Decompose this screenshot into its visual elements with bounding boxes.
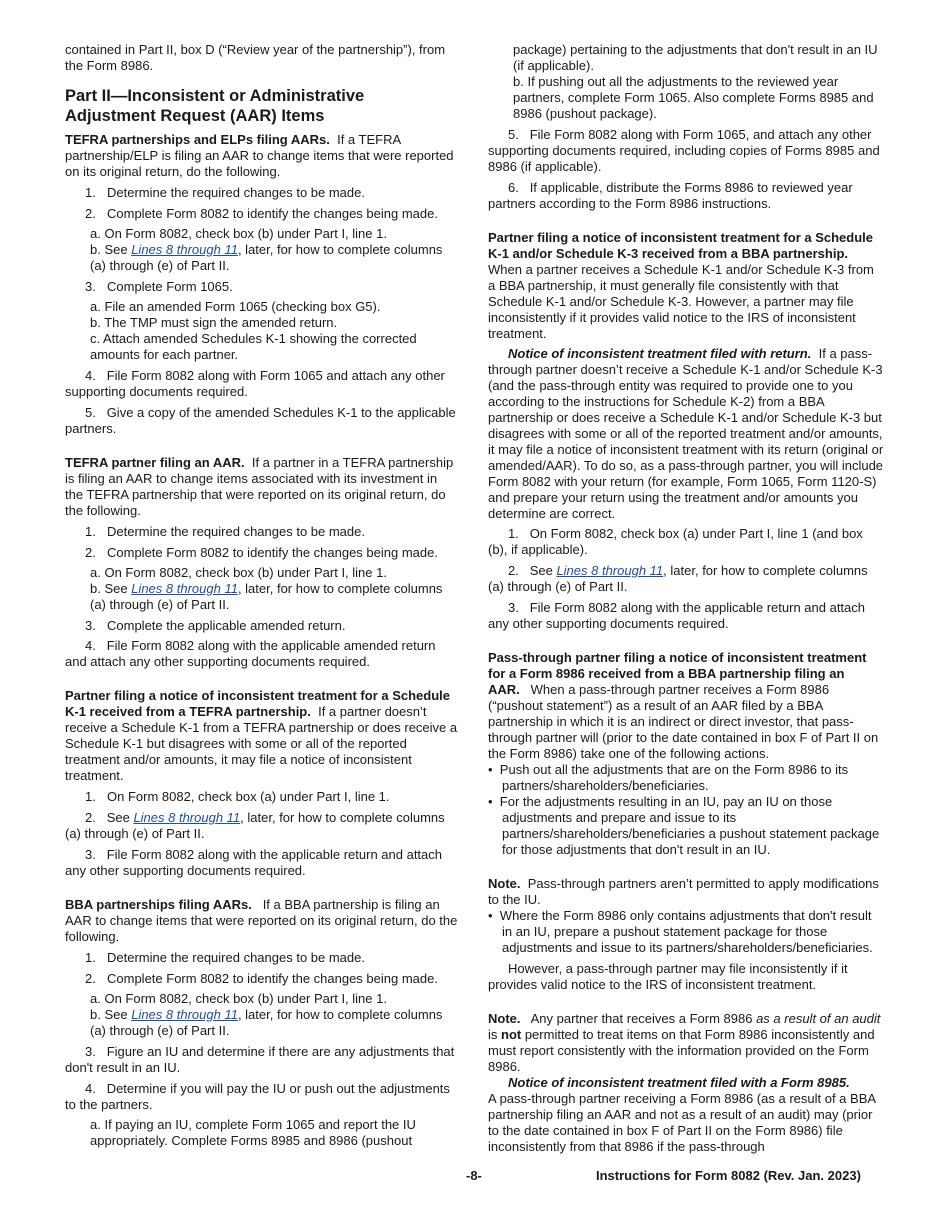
paragraph: Partner filing a notice of inconsistent treatment for a Schedule K-1 and/or Schedule K-3 received from a BBA partnership. When a partner receives a Schedule K-1 and/or Schedule K-3 from a BBA partnership, it must generally file consistently with that Schedule K-1 and/or Schedule K-3. However, a partner may file inconsistently if it provides valid notice to the IRS of inconsistent treatment.: [488, 230, 874, 341]
step: 3. Complete the applicable amended return.: [85, 618, 346, 633]
step: 4. File Form 8082 along with Form 1065 and attach any other supporting documents required.: [65, 368, 445, 399]
step: 1. On Form 8082, check box (a) under Part I, line 1.: [85, 789, 390, 804]
substep: a. If paying an IU, complete Form 1065 and report the IU appropriately. Complete Forms 8985 and 8986 (pushout: [90, 1117, 416, 1148]
left-column: [65, 42, 458, 1149]
paragraph: Partner filing a notice of inconsistent treatment for a Schedule K-1 received from a TEFRA partnership. If a partner doesn’t receive a Schedule K-1 from a TEFRA partnership or does receive a Schedule K-1 but disagrees with some or all of the reported treatment and/or amounts, it may file a notice of inconsistent treatment.: [65, 688, 458, 783]
paragraph: However, a pass-through partner may file inconsistently if it provides valid notice to the IRS of inconsistent treatment.: [488, 961, 848, 992]
step: 4. File Form 8082 along with the applicable amended return and attach any other supporting documents required.: [65, 638, 436, 669]
step: 2. Complete Form 8082 to identify the changes being made.: [85, 971, 438, 986]
substep: package) pertaining to the adjustments that don't result in an IU (if applicable).: [513, 42, 878, 73]
step: 6. If applicable, distribute the Forms 8986 to reviewed year partners according to the Form 8986 instructions.: [488, 180, 853, 211]
lines-8-11-link[interactable]: Lines 8 through 11: [131, 1007, 238, 1022]
bullet-item: • Push out all the adjustments that are on the Form 8986 to its partners/shareholders/beneficiaries.: [488, 762, 849, 793]
paragraph: TEFRA partnerships and ELPs filing AARs. If a TEFRA partnership/ELP is filing an AAR to change items that were reported on its original return, do the following.: [65, 132, 454, 179]
form-title-footer: Instructions for Form 8082 (Rev. Jan. 2023): [596, 1168, 861, 1183]
run-in-heading: Pass-through partner filing a notice of inconsistent treatment for a Form 8986 received from a BBA partnership filing an AAR.: [488, 650, 867, 697]
step: 2. Complete Form 8082 to identify the changes being made.: [85, 206, 438, 221]
intro-text: contained in Part II, box D (“Review year of the partnership”), from the Form 8986.: [65, 42, 446, 73]
substep: b. See Lines 8 through 11, later, for how to complete columns (a) through (e) of Part II.: [90, 581, 443, 612]
substep: b. The TMP must sign the amended return.: [90, 315, 338, 330]
note: Note. Any partner that receives a Form 8986 as a result of an audit is not permitted to treat items on that Form 8986 inconsistently and must report consistently with the information provided on the Form 8986.: [488, 1011, 881, 1074]
step: 2. Complete Form 8082 to identify the changes being made.: [85, 545, 438, 560]
step: 3. Complete Form 1065.: [85, 279, 233, 294]
section-heading: Part II—Inconsistent or Administrative Adjustment Request (AAR) Items: [65, 87, 365, 125]
step: 5. Give a copy of the amended Schedules K-1 to the applicable partners.: [65, 405, 456, 436]
right-column: [488, 42, 884, 1155]
step: 4. Determine if you will pay the IU or push out the adjustments to the partners.: [65, 1081, 450, 1112]
substep: a. File an amended Form 1065 (checking box G5).: [90, 299, 381, 314]
step: 1. Determine the required changes to be made.: [85, 950, 365, 965]
substep: a. On Form 8082, check box (b) under Part I, line 1.: [90, 565, 387, 580]
run-in-heading: Partner filing a notice of inconsistent treatment for a Schedule K-1 and/or Schedule K-3 received from a BBA partnership.: [488, 230, 874, 261]
bullet-item: • Where the Form 8986 only contains adjustments that don't result in an IU, prepare a pushout statement package for those adjustments and issue to its partners/shareholders/beneficiaries.: [488, 908, 873, 955]
substep: a. On Form 8082, check box (b) under Part I, line 1.: [90, 991, 387, 1006]
step: 3. Figure an IU and determine if there are any adjustments that don't result in an IU.: [65, 1044, 455, 1075]
lines-8-11-link[interactable]: Lines 8 through 11: [556, 563, 664, 578]
substep: b. See Lines 8 through 11, later, for how to complete columns (a) through (e) of Part II.: [90, 1007, 443, 1038]
page-number: -8-: [466, 1168, 482, 1183]
paragraph: A pass-through partner receiving a Form 8986 (as a result of a BBA partnership filing an AAR and not as a result of an audit) may (prior to the date contained in box F of Part II on the Form 8986) file inconsistently from that 8986 if the pass-through: [488, 1091, 876, 1154]
step: 3. File Form 8082 along with the applicable return and attach any other supporting documents required.: [65, 847, 442, 878]
run-in-heading: TEFRA partner filing an AAR.: [65, 455, 245, 470]
step: 5. File Form 8082 along with Form 1065, and attach any other supporting documents required, including copies of Forms 8985 and 8986 (if applicable).: [488, 127, 880, 174]
substep: b. If pushing out all the adjustments to the reviewed year partners, complete Form 1065. Also complete Forms 8985 and 8986 (pushout package).: [513, 74, 874, 121]
run-in-heading: BBA partnerships filing AARs.: [65, 897, 252, 912]
run-in-heading: Notice of inconsistent treatment filed with a Form 8985.: [508, 1075, 850, 1090]
substep: b. See Lines 8 through 11, later, for how to complete columns (a) through (e) of Part II.: [90, 242, 443, 273]
paragraph: Notice of inconsistent treatment filed with return. If a pass-through partner doesn’t receive a Schedule K-1 and/or Schedule K-3 (and the pass-through entity was required to provide one to you according to the instructions for Schedule K-2) from a BBA partnership or does receive a Schedule K-1 and/or Schedule K-3 but disagrees with some or all of the reported treatment and/or amounts, it may file a notice of inconsistent treatment with its return (original or amended/AAR). To do so, as a pass-through partner, you will include Form 8082 with your return (for example, Form 1065, Form 1120-S) and prepare your return using the treatment and/or amounts you determine are correct.: [488, 346, 884, 521]
lines-8-11-link[interactable]: Lines 8 through 11: [133, 810, 241, 825]
bullet-item: • For the adjustments resulting in an IU, pay an IU on those adjustments and prepare and issue to its partners/shareholders/beneficiaries a pushout statement package for those adjustments that don't result in an IU.: [488, 794, 880, 857]
substep: a. On Form 8082, check box (b) under Part I, line 1.: [90, 226, 387, 241]
step: 1. Determine the required changes to be made.: [85, 185, 365, 200]
paragraph: Pass-through partner filing a notice of inconsistent treatment for a Form 8986 received from a BBA partnership filing an AAR. When a pass-through partner receives a Form 8986 (“pushout statement”) as a result of an AAR filed by a BBA partnership in which it is an indirect or direct investor, that pass-through partner will (prior to the date contained in box F of Part II on the Form 8986) take one of the following actions.: [488, 650, 879, 761]
run-in-heading: Notice of inconsistent treatment filed with return.: [508, 346, 812, 361]
step: 2. See Lines 8 through 11, later, for how to complete columns (a) through (e) of Part II.: [488, 563, 868, 594]
lines-8-11-link[interactable]: Lines 8 through 11: [131, 242, 238, 257]
step: 1. On Form 8082, check box (a) under Part I, line 1 (and box (b), if applicable).: [488, 526, 863, 557]
run-in-heading: Partner filing a notice of inconsistent treatment for a Schedule K-1 received from a TEFRA partnership.: [65, 688, 451, 719]
substep: c. Attach amended Schedules K-1 showing the corrected amounts for each partner.: [90, 331, 417, 362]
step: 3. File Form 8082 along with the applicable return and attach any other supporting documents required.: [488, 600, 865, 631]
paragraph: BBA partnerships filing AARs. If a BBA partnership is filing an AAR to change items that were reported on its original return, do the following.: [65, 897, 458, 944]
paragraph: TEFRA partner filing an AAR. If a partner in a TEFRA partnership is filing an AAR to change items associated with its investment in the TEFRA partnership that were reported on its original return, do the following.: [65, 455, 454, 518]
note: Note. Pass-through partners aren’t permitted to apply modifications to the IU.: [488, 876, 879, 907]
step: 2. See Lines 8 through 11, later, for how to complete columns (a) through (e) of Part II.: [65, 810, 445, 841]
step: 1. Determine the required changes to be made.: [85, 524, 365, 539]
run-in-heading: TEFRA partnerships and ELPs filing AARs.: [65, 132, 330, 147]
lines-8-11-link[interactable]: Lines 8 through 11: [131, 581, 238, 596]
